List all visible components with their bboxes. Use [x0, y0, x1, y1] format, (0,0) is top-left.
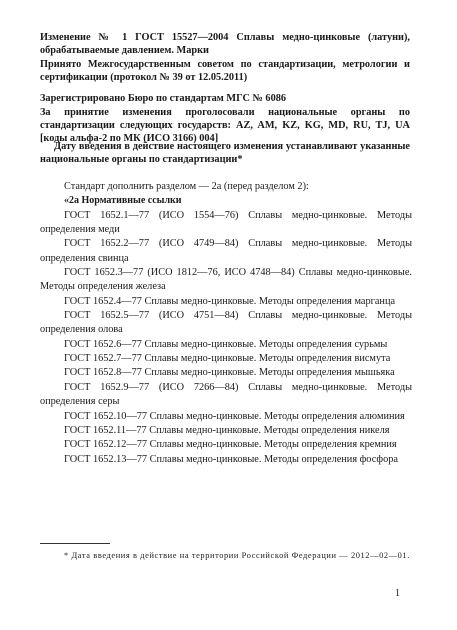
reference-entry: ГОСТ 1652.13—77 Сплавы медно-цинковые. Методы определения фосфора — [64, 453, 398, 465]
registration-note: Зарегистрировано Бюро по стандартам МГС № 6086 — [40, 93, 287, 104]
section-title: «2а Нормативные ссылки — [64, 195, 182, 207]
reference-entry: ГОСТ 1652.10—77 Сплавы медно-цинковые. Методы определения алюминия — [64, 410, 405, 422]
amendment-title: Изменение № 1 ГОСТ 15527—2004 Сплавы медно-цинковые (латуни), обрабатываемые давлением. Марки — [40, 32, 410, 56]
amendment-body — [40, 180, 412, 467]
footnote-divider — [40, 543, 110, 544]
reference-entry: ГОСТ 1652.4—77 Сплавы медно-цинковые. Методы определения марганца — [64, 295, 396, 307]
reference-entry: ГОСТ 1652.7—77 Сплавы медно-цинковые. Методы определения висмута — [64, 353, 391, 365]
reference-entry: ГОСТ 1652.9—77 (ИСО 7266—84) Сплавы медно-цинковые. Методы определения серы — [40, 381, 412, 408]
page-number: 1 — [395, 588, 400, 599]
reference-entry: ГОСТ 1652.6—77 Сплавы медно-цинковые. Методы определения сурьмы — [64, 338, 388, 350]
voting-note: За принятие изменения проголосовали национальные органы по стандартизации следующих государств: AZ, AM, KZ, KG, MD, RU, TJ, UA [коды альфа-2 по МК (ИСО 3166) 004] — [40, 107, 410, 144]
reference-entry: ГОСТ 1652.2—77 (ИСО 4749—84) Сплавы медно-цинковые. Методы определения свинца — [40, 238, 412, 264]
reference-entry: ГОСТ 1652.3—77 (ИСО 1812—76, ИСО 4748—84) Сплавы медно-цинковые. Методы определения железа — [40, 267, 412, 293]
reference-entry: ГОСТ 1652.5—77 (ИСО 4751—84) Сплавы медно-цинковые. Методы определения олова — [40, 310, 412, 336]
effective-date-note: Дату введения в действие настоящего изменения устанавливают указанные национальные органы по стандартизации* — [40, 141, 410, 165]
reference-entry: ГОСТ 1652.11—77 Сплавы медно-цинковые. Методы определения никеля — [64, 424, 390, 436]
reference-entry: ГОСТ 1652.12—77 Сплавы медно-цинковые. Методы определения кремния — [64, 439, 397, 451]
adoption-note: Принято Межгосударственным советом по стандартизации, метрологии и сертификации (протокол № 39 от 12.05.2011) — [40, 59, 410, 83]
footnote: * Дата введения в действие на территории Российской Федерации — 2012—02—01. — [64, 551, 410, 560]
reference-entry: ГОСТ 1652.8—77 Сплавы медно-цинковые. Методы определения мышьяка — [64, 367, 395, 379]
body-intro: Стандарт дополнить разделом — 2а (перед разделом 2): — [64, 181, 309, 192]
reference-entry: ГОСТ 1652.1—77 (ИСО 1554—76) Сплавы медно-цинковые. Методы определения меди — [40, 209, 412, 236]
